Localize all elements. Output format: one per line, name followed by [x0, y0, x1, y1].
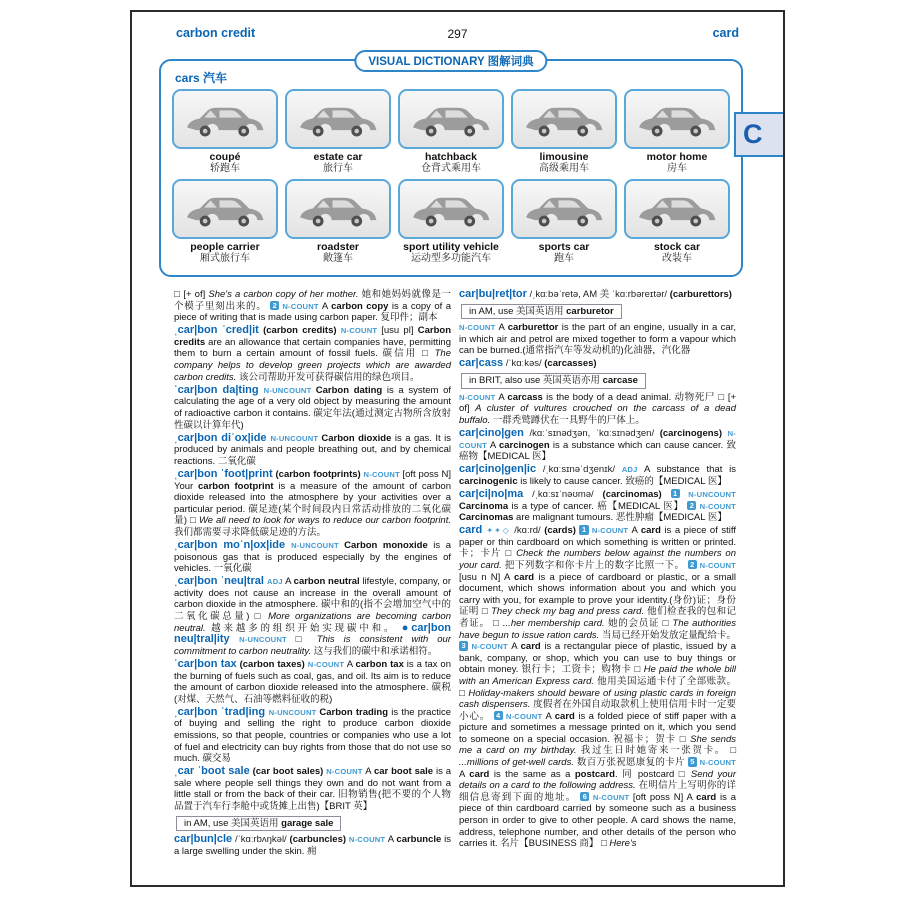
headword: ˌcar|bon ˈneu|tral [174, 575, 268, 588]
phonetic: /ˈkɑːrbʌŋkəl/ [232, 834, 290, 846]
phonetic: /ˌkɑːsɪnəˈdʒenɪk/ [536, 464, 622, 476]
grammar-label: N-UNCOUNT [270, 433, 322, 443]
bold-text: Carbon dioxide [321, 432, 392, 444]
car-label-zh: 仓背式乘用车 [421, 163, 481, 174]
bold-text: card [514, 571, 535, 583]
bold-text: card [469, 768, 490, 780]
entry-paragraph [459, 525, 736, 850]
definition-text: 当局已经开始发放定量配给卡。 [599, 629, 737, 641]
bold-text: carbuncle [396, 834, 442, 846]
definition-text: is a type of cancer. 癌【MEDICAL 医】 [508, 500, 688, 512]
visual-dictionary-panel [159, 56, 743, 277]
car-label-zh: 旅行车 [323, 163, 353, 174]
usage-note-box [461, 373, 646, 389]
headword: car|bun|cle [174, 833, 233, 846]
bold-text: carburettor [507, 322, 559, 334]
definition-text: A [498, 322, 508, 334]
car-label-en: coupé [209, 151, 241, 163]
grammar-label: N-COUNT [588, 526, 632, 536]
example-text: This is consistent with our commitment to carbon neutrality. [174, 634, 451, 657]
headword: ˈcar|bon tax [174, 657, 237, 670]
grammar-label: N-COUNT [459, 323, 499, 333]
definition-text: A [489, 439, 499, 451]
car-label-zh: 房车 [667, 163, 687, 174]
definition-text: A substance that is [643, 464, 736, 476]
definition-text: 该公司帮助开发可获得碳信用的绿色项目。 [236, 371, 420, 383]
example-text: We all need to look for ways to reduce our carbon footprint. [198, 515, 451, 527]
car-item [511, 89, 617, 175]
headword: ˌcar|bon ˈcred|it [174, 324, 259, 337]
grammar-label: N-UNCOUNT [263, 385, 316, 395]
car-item [398, 89, 504, 175]
definition-text: is a piece of stiff paper or thin cardboard on which something is written or printed. 卡；卡片 □ [459, 525, 736, 560]
definition-text: 数百万张祝愿康复的卡片 [573, 757, 688, 769]
frequency-marker: ✦✦◇ [482, 526, 511, 536]
bold-text: carcinogen [498, 439, 550, 451]
car-label-en: motor home [646, 151, 708, 163]
cars-section-label: cars 汽车 [175, 71, 228, 85]
headword: ˌcar|bon diˈox|ide [174, 431, 271, 444]
sense-number: 6 [580, 792, 589, 802]
definition-text: A [387, 834, 397, 846]
phonetic: /kɑːrd/ [510, 525, 545, 537]
definition-text: [oft poss N] A [632, 791, 697, 803]
sense-number: 2 [687, 501, 696, 511]
bold-text: (cards) [544, 525, 580, 537]
phonetic: /ˌkɑːbəˈretə, AM 美 ˈkɑːrbəreɪtər/ [526, 289, 670, 300]
example-text: More organizations are becoming carbon neutral. [174, 611, 451, 634]
car-label-zh: 运动型多功能汽车 [411, 253, 491, 264]
car-label-en: stock car [653, 241, 701, 253]
definition-text: [usu pl] [381, 325, 418, 337]
grammar-label: N-UNCOUNT [291, 540, 345, 550]
car-item [624, 179, 730, 265]
bold-text: card [640, 525, 661, 537]
entry-paragraph [459, 489, 736, 524]
headword: ˈcar|bon da|ting [174, 383, 264, 396]
bold-text: carbon copy [331, 300, 389, 312]
bold-text: car boot sale [373, 766, 434, 778]
car-item [172, 89, 278, 175]
definition-text: are an allowance that certain companies have, permitting them to burn a certain amount of fossil fuels. 碳信用 □ [174, 336, 451, 360]
definition-text: is a folded piece of stiff paper with a picture and sometimes a message printed on it, which you send to someone on a special occasion. 祝福卡；贺卡 □ [459, 710, 737, 745]
definition-text: [oft poss N] Your [174, 468, 451, 492]
car-photo [398, 89, 504, 149]
guide-word-left: carbon credit [176, 26, 256, 40]
guide-word-right: card [712, 26, 739, 40]
example-text: The company helps to develop green projects which are awarded carbon credits. [174, 348, 451, 383]
definition-text: is a large swelling under the skin. 痈 [174, 834, 451, 857]
entry-paragraph [459, 392, 736, 427]
grammar-label: N-COUNT [459, 392, 499, 402]
definition-text: is a system of calculating the age of a very old object by measuring the amount of radioactive carbon it contains. 碳定年法(通过测定古物所含放射性碳以计算年代) [174, 384, 452, 431]
phonetic: /ˈkɑːkəs/ [503, 358, 545, 370]
bold-text: (carcasses) [544, 358, 597, 370]
car-photo [624, 89, 730, 149]
example-text: He paid the whole bill with an American Express card. [459, 664, 736, 687]
text-column-left [174, 289, 451, 859]
headword: car|ci|no|ma [459, 487, 524, 500]
definition-text: in AM, use 美国英语用 [184, 817, 282, 829]
text-column-right [459, 289, 736, 851]
definition-text: is likely to cause cancer. 致癌的【MEDICAL 医】 [517, 475, 727, 487]
definition-text: is a piece of cardboard or plastic, or a small document, which shows information about you and which you carry with you, for example to prove your identity.(身份)证；身份证明 □ [459, 571, 736, 618]
car-label-en: estate car [313, 151, 363, 163]
definition-text: in AM, use 美国英语用 [469, 305, 567, 317]
example-text: The authorities have begun to issue ration cards. [459, 617, 736, 641]
bold-text: (carbuncles) [289, 834, 349, 846]
bold-text: Carbon credits [174, 325, 451, 348]
car-photo [398, 179, 504, 239]
definition-text: is the part of an engine, usually in a car, in which air and petrol are mixed together to form a vapour which can be burned.(通常指汽车等发动机的)化油器，汽化器 [459, 322, 736, 357]
grammar-label: N-COUNT [468, 642, 512, 652]
car-label-en: sport utility vehicle [403, 241, 499, 253]
definition-text: A [511, 641, 521, 653]
entry-paragraph [174, 766, 451, 812]
definition-text: 她的会员证 □ [604, 617, 673, 629]
entry-paragraph [174, 325, 451, 383]
car-label-zh: 厢式旅行车 [200, 253, 250, 264]
headword: ˌcar|bon ˈfoot|print [174, 467, 273, 480]
bold-text: carbon footprint [198, 480, 274, 492]
definition-text: 在明信片上写明你的详细信息寄到下面的地址。 [459, 780, 736, 803]
bold-text: postcard [574, 768, 615, 780]
headword: ˌcar|bon ˈtrad|ing [174, 705, 269, 718]
bold-text: Carcinomas [459, 512, 514, 524]
bold-text: carcase [602, 375, 638, 387]
entry-paragraph [459, 464, 736, 487]
definition-text: is the same as a [489, 768, 575, 780]
sense-number: 4 [494, 711, 503, 721]
sense-number: 2 [270, 301, 279, 311]
definition-text: 这与我们的碳中和承诺相符。 [311, 645, 438, 657]
car-label-zh: 轿跑车 [210, 163, 240, 174]
entry-paragraph [459, 428, 736, 463]
car-label-zh: 敞篷车 [323, 253, 353, 264]
grammar-label: N-COUNT [696, 560, 736, 570]
bold-text: (carbon credits) [258, 325, 341, 337]
phonetic: /kɑːˈsɪnədʒən, ˈkɑːsɪnədʒen/ [523, 427, 660, 439]
definition-text: is a piece of thin cardboard carried by someone such as a business person in order to give to other people. A card shows the name, address, telephone number, and other details of the person who carries it. 名片【BUSINESS 商】 □ [459, 791, 736, 850]
grammar-label: N-COUNT [326, 767, 366, 777]
car-label-en: roadster [316, 241, 359, 253]
page-header [132, 26, 783, 44]
example-text: She sends me a card on my birthday. [459, 733, 736, 757]
bold-text: carcinogenic [459, 475, 518, 487]
entry-paragraph [174, 707, 451, 765]
definition-text: 把下列数字和你卡片上的数字比照一下。 [501, 559, 688, 571]
grammar-label: N-COUNT [589, 792, 633, 802]
car-photo [511, 179, 617, 239]
definition-text: A [545, 710, 555, 722]
grammar-label: N-COUNT [363, 469, 403, 479]
entry-paragraph [174, 834, 451, 857]
grammar-label: N-UNCOUNT [239, 635, 296, 645]
car-label-zh: 跑车 [554, 253, 574, 264]
bold-text: carbon neutral [293, 576, 360, 588]
bold-text: carcass [507, 391, 543, 403]
bold-text: carburetor [566, 305, 614, 317]
usage-note-box [176, 816, 341, 832]
headword: card [459, 524, 483, 537]
definition-text: 我过生日时她寄来一张贺卡。 □ [576, 745, 736, 757]
headword: car|cino|gen [459, 426, 524, 439]
grammar-label: ADJ [621, 465, 644, 475]
car-label-en: limousine [539, 151, 589, 163]
car-label-en: people carrier [190, 241, 260, 253]
example-text: Send your details on a card to the following address. [459, 768, 737, 792]
entry-paragraph [174, 469, 451, 539]
example-text: ...millions of get-well cards. [459, 757, 574, 769]
definition-text: is the practice of buying and selling the right to produce carbon dioxide emissions, so that people, countries or companies who use a lot of fuel and electricity can buy rights from those that do not use so much. 碳交易 [174, 706, 452, 765]
car-item [398, 179, 504, 265]
grammar-label: N-COUNT [340, 326, 382, 336]
headword: car|cino|gen|ic [459, 463, 537, 476]
definition-text: are malignant tumours. 恶性肿瘤【MEDICAL 医】 [513, 512, 727, 524]
car-label-en: hatchback [425, 151, 477, 163]
definition-text: is a tax on the burning of fuels such as coal, gas, and oil. Its aim is to reduce the amount of carbon dioxide released into the atmosphere. 碳税(对煤、天然气、石油等燃料征收的税) [174, 658, 451, 705]
grammar-label: N-COUNT [696, 501, 736, 511]
grammar-label: N-COUNT [459, 428, 736, 450]
bold-text: Carbon trading [319, 706, 389, 718]
bold-text: card [554, 710, 575, 722]
entry-paragraph [459, 322, 736, 357]
alphabet-thumb-tab: C [734, 112, 783, 157]
example-text: A cluster of vultures crouched on the carcass of a dead buffalo. [459, 403, 736, 426]
car-item [285, 179, 391, 265]
car-label-en: sports car [538, 241, 590, 253]
entry-paragraph [174, 659, 451, 705]
definition-text: 她和她妈妈就像是一个模子里刻出来的。 [174, 289, 451, 312]
definition-text: . 同 postcard □ [614, 768, 691, 780]
definition-text: 他们检查我的包和记者证。 □ [459, 606, 736, 629]
headword: ˌcar ˈboot sale [174, 765, 250, 778]
definition-text: □ [+ of] [174, 289, 209, 300]
bold-text: garage sale [281, 817, 334, 829]
definition-text: 他用美国运通卡付了全部账款。 □ [459, 675, 737, 699]
definition-text: 我们都需要寻求降低碳足迹的方法。 [174, 526, 327, 538]
car-item [285, 89, 391, 175]
grammar-label: N-COUNT [696, 758, 736, 768]
definition-text: A [321, 300, 332, 312]
definition-text: is a gas. It is produced by animals and people breathing out, and by chemical reactions. 二氧化碳 [174, 432, 451, 467]
example-text: ...her membership card. [502, 617, 605, 629]
car-photo [285, 89, 391, 149]
definition-text: is a poisonous gas that is produced especially by the engines of vehicles. 一氧化碳 [174, 539, 451, 575]
definition-text: is a measure of the amount of carbon dioxide released into the atmosphere by your activities over a particular period. 碳足迹(某个时间段内日常活动排放的二氧化碳量) □ [174, 480, 451, 527]
definition-text: A [498, 391, 508, 403]
phonetic: /ˌkɑːsɪˈnəʊmə/ [523, 488, 603, 500]
grammar-label: N-COUNT [279, 301, 322, 311]
entry-paragraph [459, 358, 736, 370]
definition-text: lifestyle, company, or activity does not cause an increase in the overall amount of carbon dioxide in the atmosphere. 碳中和的(指不会增加空气中的二氧化碳总量) □ [174, 576, 451, 623]
bold-text: (carcinogens) [659, 427, 728, 439]
definition-text: 一群秃鹫蹲伏在一具野牛的尸体上。 [490, 414, 645, 426]
car-photo [511, 89, 617, 149]
grammar-label: ADJ [267, 577, 286, 587]
car-item [511, 179, 617, 265]
sense-number: 3 [459, 641, 468, 651]
bold-text: card [696, 791, 717, 803]
bold-text: (car boot sales) [249, 766, 327, 778]
definition-text: in BRIT, also use 英国英语亦用 [469, 375, 603, 387]
sense-number: 1 [579, 525, 588, 535]
usage-note-box [461, 304, 622, 320]
definition-text: is a rectangular piece of plastic, issued by a bank, company, or shop, which you can use to buy things or obtain money. 银行卡；工资卡；购物卡 □ [459, 641, 737, 676]
entry-paragraph [174, 289, 451, 324]
definition-text: A [459, 768, 470, 780]
bold-text: Carbon dating [315, 384, 383, 396]
car-photo [624, 179, 730, 239]
example-text: Here's [609, 838, 637, 850]
car-label-zh: 改装车 [662, 253, 692, 264]
grammar-label: N-COUNT [307, 659, 347, 669]
page-number: 297 [447, 27, 468, 41]
grammar-label: N-UNCOUNT [679, 489, 736, 499]
bold-text: carbon tax [355, 658, 404, 670]
sense-number: 5 [688, 757, 697, 767]
car-photo [172, 179, 278, 239]
definition-text: □ [295, 634, 317, 646]
headword: car|bu|ret|tor [459, 288, 527, 300]
car-label-zh: 高级乘用车 [539, 163, 589, 174]
grammar-label: N-COUNT [348, 835, 388, 845]
definition-text: A [346, 658, 356, 670]
entry-paragraph [174, 385, 451, 431]
definition-text: 越来越多的组织开始实现碳中和。 [205, 622, 402, 634]
bold-text: Carbon monoxide [344, 539, 428, 551]
bold-text: card [520, 641, 541, 653]
definition-text: is a substance which can cause cancer. 致癌物【MEDICAL 医】 [459, 439, 737, 463]
car-item [624, 89, 730, 175]
bold-text: (carbon taxes) [236, 658, 308, 670]
sense-number: 1 [671, 489, 680, 499]
definition-text: 度假者在外国自动取款机上使用信用卡时一定要小心。 [459, 699, 736, 722]
bold-text: Carcinoma [459, 500, 509, 512]
visual-dictionary-title: VISUAL DICTIONARY 图解词典 [354, 50, 547, 72]
definition-text: is a copy of a piece of writing that is made using carbon paper. 复印件；副本 [174, 300, 451, 324]
example-text: They check my bag and press card. [491, 606, 645, 618]
bold-text: (carbon footprints) [272, 468, 364, 480]
bold-text: (carcinomas) [602, 488, 671, 500]
definition-text: A [631, 525, 641, 537]
dictionary-page [130, 10, 785, 887]
bold-text: (carburettors) [669, 289, 732, 300]
definition-text: A [285, 576, 294, 588]
car-photo [285, 179, 391, 239]
entry-paragraph [174, 540, 451, 575]
definition-text: A [365, 766, 374, 778]
example-text: Check the numbers below against the numbers on your card. [459, 548, 736, 571]
definition-text: [usu n N] A [459, 571, 515, 583]
entry-paragraph [174, 576, 451, 657]
definition-text: is the body of a dead animal. 动物死尸 □ [+ of] [459, 391, 737, 415]
headword: car|cass [459, 357, 504, 370]
cars-grid [161, 89, 741, 265]
grammar-label: N-UNCOUNT [268, 707, 320, 717]
headword: ˌcar|bon moˈn|ox|ide [174, 538, 292, 551]
example-text: Holiday-makers should beware of using plastic cards in foreign cash dispensers. [459, 687, 736, 711]
example-text: She's a carbon copy of her mother. [208, 289, 359, 300]
entry-paragraph [459, 289, 736, 301]
headword: ●car|bon neu|tral|ity [174, 621, 452, 646]
sense-number: 2 [688, 560, 697, 570]
definition-text: is a sale where people sell things they own and do not want from a little stall or from the back of their car. 旧物销售(把不要的个人物品置于汽车行李舱中或货摊上出售)【BRIT 英】 [174, 766, 451, 813]
car-photo [172, 89, 278, 149]
grammar-label: N-COUNT [502, 711, 546, 721]
car-item [172, 179, 278, 265]
entry-paragraph [174, 433, 451, 468]
